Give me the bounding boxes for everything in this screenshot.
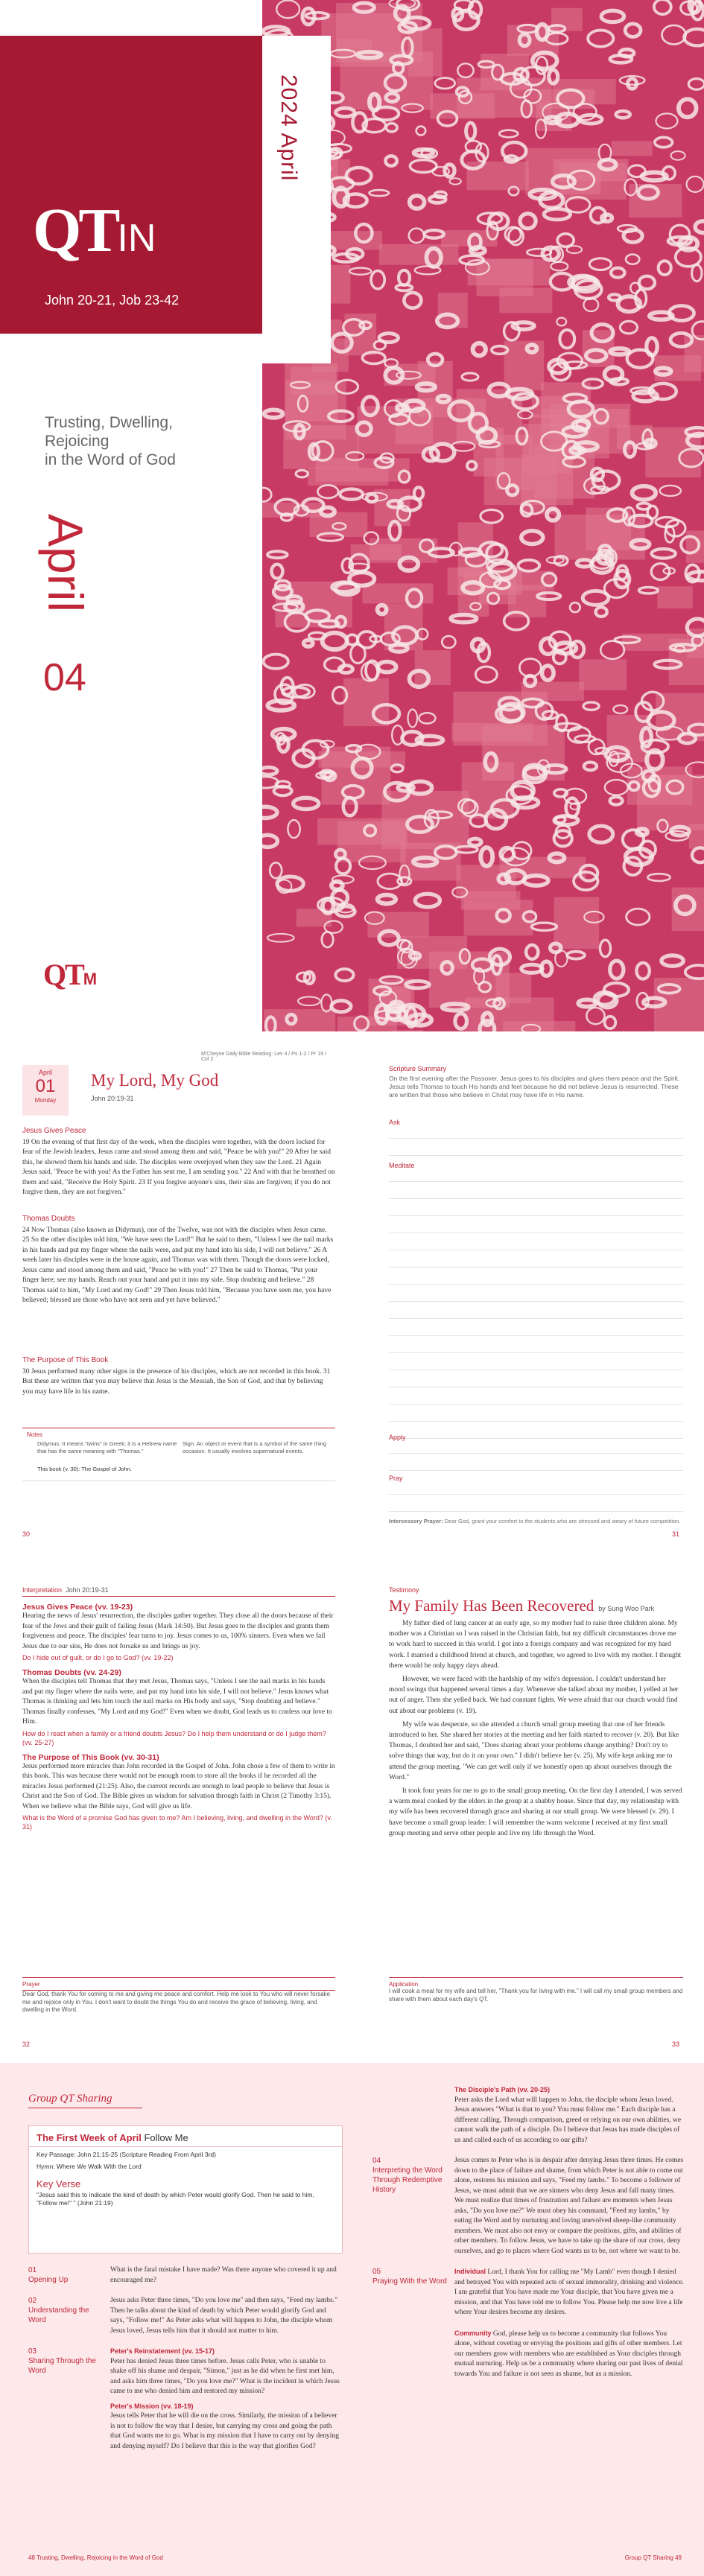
scripture-section: The Purpose of This Book 30 Jesus performed many other signs in the presence of his disciples, which are not recorded in this book. 31 But these are written that you may believe that Jesus is the Messiah, the Son of God, and that by believing you may have life in his name. [22,1356,331,1396]
interp-text: When the disciples tell Thomas that they met Jesus, Thomas says, "Unless I see the nail marks in his hands and put my finger where the nails were, and put my hand into his side, I will not believe." Jesus knows what Thomas is thinking and lets him touch the nail marks on His body and says, "Stop doubting and believe." Thomas finally confesses, "My Lord and my God!" Even when we doubt, God leads us to confess our love to Him. [22,1678,332,1726]
application-box: Application I will cook a meal for my wife and tell her, "Thank you for living with me." I will call my small group members and share with them about each day's QT. [389,1977,683,2003]
hymn: Hymn: Where We Walk With the Lord [37,2163,142,2170]
qtm-logo: QTM [43,958,98,991]
pray-label: Pray [389,1475,403,1482]
page-number: 33 [672,2041,680,2048]
cover-year-month: 2024 April [276,74,301,182]
page-number: 30 [22,1530,31,1538]
cover-month: April [38,514,93,613]
cover-scripture-range: John 20-21, Job 23-42 [45,293,180,308]
ask-lines[interactable] [389,1122,683,1156]
apply-label: Apply [389,1434,406,1441]
interp-question: How do I react when a family or a friend doubts Jesus? Do I help them understand or do I judge them? (vv. 25-27) [22,1729,326,1746]
testimony-paragraph: My wife was desperate, so she attended a church small group meeting that one of her friends introduced to her. She shared her stories at the meeting and her faith started to recover (v. 20). But like Thomas, I doubted her and said, "Does sharing about your problems change anything? Don't try to solve things that way, but do it on your own." I didn't believe her (v. 25). My wife kept asking me to attend the group meeting. "We can get well only if we honestly open up about ourselves through the Word." [389,1720,679,1781]
interp-heading: The Purpose of This Book (vv. 30-31) [22,1752,159,1762]
week-heading: The First Week of April Follow Me [29,2126,342,2147]
key-passage: Key Passage: John 21:15-25 (Scripture Reading From April 3rd) [37,2151,216,2158]
interp-question: What is the Word of a promise God has given to me? Am I believing, living, and dwelling in the Word? (v. 31) [22,1814,332,1831]
daily-qt-spread [0,1043,704,1556]
sharing-item: 03 Sharing Through the Word Peter's Reinstatement (vv. 15-17) Peter has denied Jesus three times before. Jesus calls Peter, who is unable to shake off his shame and despair, "Simon," just as he did when he first met him, and asks him three times, "Do you love me?" What is the incident in which Jesus came to me who denied him and restored my mission? Peter's Mission (vv. 18-19) Jesus tells Peter that he will die on the cross. Similarly, the mission of a believer is not to follow the way that I desire, but carrying my cross and going the path that God wants me to go. What is my mission that I have to carry out by denying and denying myself? Do I believe that this is the way that glorifies God? [28,2347,340,2450]
key-verse-label: Key Verse [37,2178,81,2189]
apply-lines[interactable] [389,1437,683,1471]
page-number: 31 [672,1530,680,1538]
day-reference: John 20:19-31 [91,1095,134,1102]
meditate-lines[interactable] [389,1165,683,1439]
testimony-paragraph: However, we were faced with the hardship of my wife's depression. I couldn't understand her mood swings that happened several times a day. Whenever she talked about my mother, I yelled at her out of anger. Then she yelled back. We had constant fights. We were afraid that our church would find out about our problems (v. 19). [389,1676,679,1715]
pray-lines[interactable] [389,1478,683,1512]
interp-text: Hearing the news of Jesus' resurrection, the disciples gather together. They close all the doors because of their fear of the Jews and their guilt of failing Jesus (Mark 14:50). But Jesus goes to the disciples and grants them forgiveness and peace. The disciples' fear turns to joy. Jesus comes to us, 100% sinners. Even when we fail Jesus due to our sins, He does not forsake us and brings us joy. [22,1612,334,1650]
sharing-item: 01 Opening Up What is the fatal mistake I have made? Was there anyone who covered it up and encouraged me? [28,2266,337,2284]
page-number: 32 [22,2041,31,2048]
week-info-box [28,2125,343,2254]
group-sharing-spread [0,2063,704,2576]
interp-question: Do I hide out of guilt, or do I go to God? (vv. 19-22) [22,1654,174,1661]
interpretation-label: Interpretation John 20:19-31 [22,1586,335,1597]
sharing-column-left [28,2265,341,2462]
testimony-paragraph: It took four years for me to go to the small group meeting. On the first day I attended, I was served a warm meal cooked by the elders in the group at a shabby house. Since that day, my relationship with my wife has been recovered through grace and sharing at our small group. We were blessed (v. 29). I have become a small group leader. I will remember the warm welcome I received at my first small group meeting and serve other people and live my life through the Word. [389,1787,682,1837]
sharing-column-right [372,2085,685,2390]
group-sharing-title: Group QT Sharing [28,2093,112,2105]
interpretation-spread [0,1568,704,2059]
sharing-item: Community God, please help us to become a community that follows You alone, without coveting or envying the positions and gifts of other members. Let our members grow with members who are established as Your disciples through mutual nurturing. Help us be a community where sharing our past lives of denial towards You and failure is not seen as shame, but as a mission. [454,2329,683,2378]
testimony-title: My Family Has Been Recovered by Sung Woo Park [389,1597,655,1615]
ask-label: Ask [389,1119,401,1126]
summary-label: Scripture Summary [389,1065,447,1072]
interp-heading: Jesus Gives Peace (vv. 19-23) [22,1603,133,1612]
prayer-box: Prayer Dear God, thank You for coming to me and giving me peace and comfort. Help me look to You who will never forsake me and rejoice only in You. I don't want to doubt the things You do and receive the grace of believing, living, and dwelling in the Word. [22,1977,335,2014]
testimony-label: Testimony [389,1586,419,1594]
day-title: My Lord, My God [91,1071,219,1090]
testimony-page [389,1586,683,2048]
intercessory-prayer: Intercessory Prayer: Dear God, grant your comfort to the students who are stressed and weary of future competition. [389,1518,681,1524]
interpretation-page [22,1586,335,2048]
notes-box: Notes Didymus: It means "twins" in Greek; it is a Hebrew name that has the same meaning with "Thomas." Sign: An object or event that is a symbol of the same thing occasion. It usually involves supernatural events. This book (v. 30): The Gospel of John. [22,1428,335,1481]
meditate-label: Meditate [389,1162,415,1169]
interp-heading: Thomas Doubts (vv. 24-29) [22,1668,121,1677]
sharing-item: The Disciple's Path (vv. 20-25) Peter asks the Lord what will happen to John, the disciple whom Jesus loved. Jesus answers "What is that to you? You must follow me." Each disciple has a different calling. Through comparison, greed or relying on our own abilities, we cannot walk the path of a disciple. Do I believe that Jesus has made disciples of us and called each of us according to our gifts? [454,2086,682,2144]
summary-text: On the first evening after the Passover, Jesus goes to his disciples and gives them peace and the Spirit. Jesus tells Thomas to touch His hands and feet because he did not believe Jesus is resurrected. These are written that those who believe in Christ may have life in His name. [389,1075,680,1098]
cover-issue-number: 04 [43,656,86,699]
sharing-item: 04 Interpreting the Word Through Redemptive History Jesus comes to Peter who is in despair after denying Jesus three times. He comes down to the place of failure and shame, from which Peter is not able to come out alone, restores his mission and says, "Feed my lambs." To become a follower of Jesus, we must admit that we are sinners who deny Jesus and fall many times. We must realize that times of frustration and failure are moments when Jesus asks, "Do you love me?" We must obey his command, "Feed my lambs," by eating the Word and by nurturing and loving unevolved sheep-like community members. We must also not envy or compare the positions, gifts, and abilities of other members. To follow Jesus, we have to take up the share of our cross, deny ourselves, and go to places where God wants us to be, not where we want to be. [372,2157,684,2255]
cover-page [0,0,704,1031]
key-verse-text: "Jesus said this to indicate the kind of death by which Peter would glorify God. Then he said to him, "Follow me!" " (John 21:19) [37,2191,314,2207]
qtin-logo: QTIN [33,196,156,265]
date-badge: April 01 Monday [22,1065,69,1116]
testimony-paragraph: My father died of lung cancer at an early age, so my mother had to raise three children alone. My mother was a Christian so I was raised in the Christian faith, but my difficult circumstances drove me to work hard to succeed in this world. I got into a foreign company and was recognized for my hard work. I married a childhood friend at church, and together, we agreed to live with my mother. I thought there would be only happy days ahead. [389,1620,682,1670]
sharing-item: 02 Understanding the Word Jesus asks Peter three times, "Do you love me" and then says, "Feed my lambs." Then he talks about the kind of death by which Peter would glorify God and says, "Follow me!" As Peter asks what will happen to John, the disciple whom Jesus loved, Jesus tells him that it should not matter to him. [28,2297,337,2335]
interp-text: Jesus performed more miracles than John recorded in the Gospel of John. John chose a few of them to write in this book. This was because there would not be enough room to store all the books if he recorded all the miracles Jesus performed (21:25). Also, the current records are enough to lead people to believe that Jesus is Christ and the Son of God. The Bible gives us wisdom for salvation through faith in Christ (2 Timothy 3:15). When we believe what the Bible says, God will give us life. [22,1762,335,1810]
sharing-item: 05 Praying With the Word Individual Lord, I thank You for calling me "My Lamb" even though I denied and betrayed You with repeated acts of sexual immorality, drinking and violence. I am grateful that You have made me Your disciple, that You have given me a mission, and that You have told me to follow You. Please help me now live a life where Your desires become my desires. [372,2268,685,2316]
scripture-section: Thomas Doubts 24 Now Thomas (also known as Didymus), one of the Twelve, was not with the disciples when Jesus came. 25 So the other disciples told him, "We have seen the Lord!" But he said to them, "Unless I see the nail marks in his hands and put my finger where the nails were, and put my hand into his side, I will not believe." 26 A week later his disciples were in the house again, and Thomas was with them. Though the doors were locked, Jesus came and stood among them and said, "Peace be with you!" 27 Then he said to Thomas, "Put your finger here; see my hands. Reach out your hand and put it into my side. Stop doubting and believe." 28 Thomas said to him, "My Lord and my God!" 29 Then Jesus told him, "Because you have seen me, you have believed; blessed are those who have not seen and yet have believed." [22,1215,334,1304]
footer-right: Group QT Sharing 49 [624,2554,682,2561]
reading-plan-note: M'Cheyne Daily Bible Reading: Lev 4 / Ps 1-2 / Pr 19 / Col 2 [201,1052,326,1062]
cover-title-block [0,36,262,334]
scripture-section: Jesus Gives Peace 19 On the evening of that first day of the week, when the disciples were together, with the doors locked for fear of the Jewish leaders, Jesus came and stood among them and said, "Peace be with you!" 20 After he said this, he showed them his hands and side. The disciples were overjoyed when they saw the Lord. 21 Again Jesus said, "Peace be with you! As the Father has sent me, I am sending you." 22 And with that he breathed on them and said, "Receive the Holy Spirit. 23 If you forgive anyone's sins, their sins are forgiven; if you do not forgive them, they are not forgiven." [22,1127,335,1196]
footer-left: 48 Trusting, Dwelling, Rejoicing in the Word of God [28,2554,163,2561]
journal-page [389,1065,683,1538]
cover-tagline: Trusting, Dwelling, Rejoicing in the Word of God [45,414,176,468]
